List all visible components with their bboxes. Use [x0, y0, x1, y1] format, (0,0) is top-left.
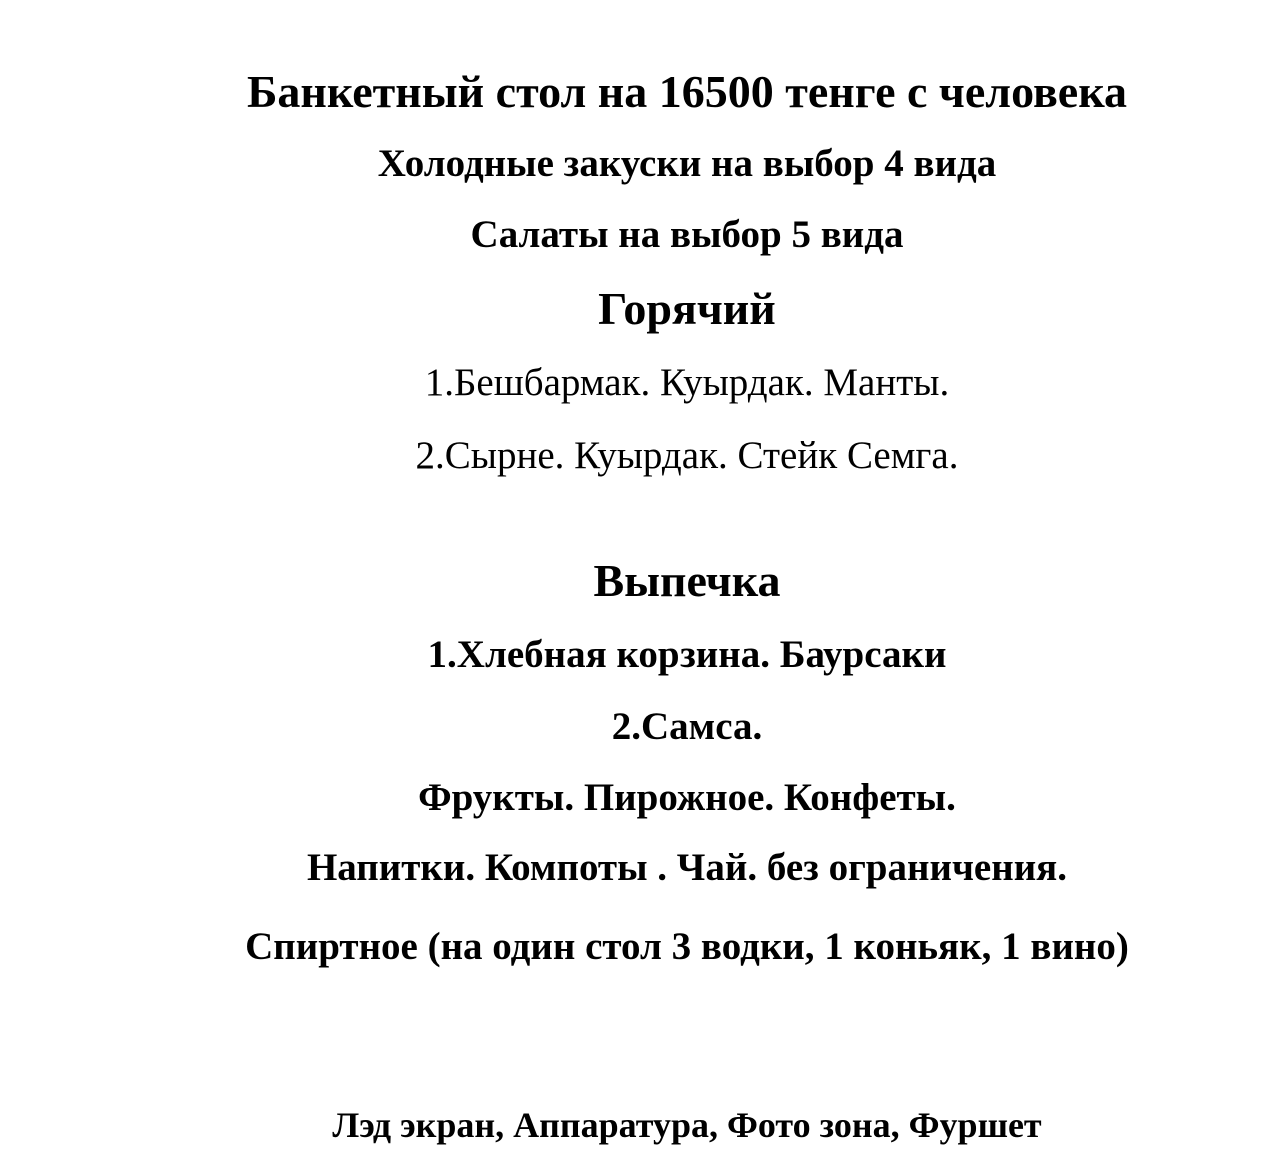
salads-line: Салаты на выбор 5 вида [470, 213, 904, 256]
hot-dishes-heading: Горячий [598, 283, 776, 334]
hot-option-1: 1.Бешбармак. Куырдак. Манты. [424, 361, 950, 404]
bakery-item-2: 2.Самса. [611, 705, 763, 748]
extras-line: Лэд экран, Аппаратура, Фото зона, Фуршет [332, 1105, 1042, 1145]
menu-title: Банкетный стол на 16500 тенге с человека [246, 66, 1128, 117]
alcohol-line: Спиртное (на один стол 3 водки, 1 коньяк, 1 вино) [245, 925, 1129, 968]
bakery-item-1: 1.Хлебная корзина. Баурсаки [427, 633, 947, 676]
bakery-heading: Выпечка [593, 555, 781, 606]
drinks-line: Напитки. Компоты . Чай. без ограничения. [306, 846, 1068, 889]
desserts-line: Фрукты. Пирожное. Конфеты. [418, 776, 956, 819]
cold-appetizers-line: Холодные закуски на выбор 4 вида [377, 142, 997, 185]
hot-option-2: 2.Сырне. Куырдак. Стейк Семга. [415, 434, 959, 477]
